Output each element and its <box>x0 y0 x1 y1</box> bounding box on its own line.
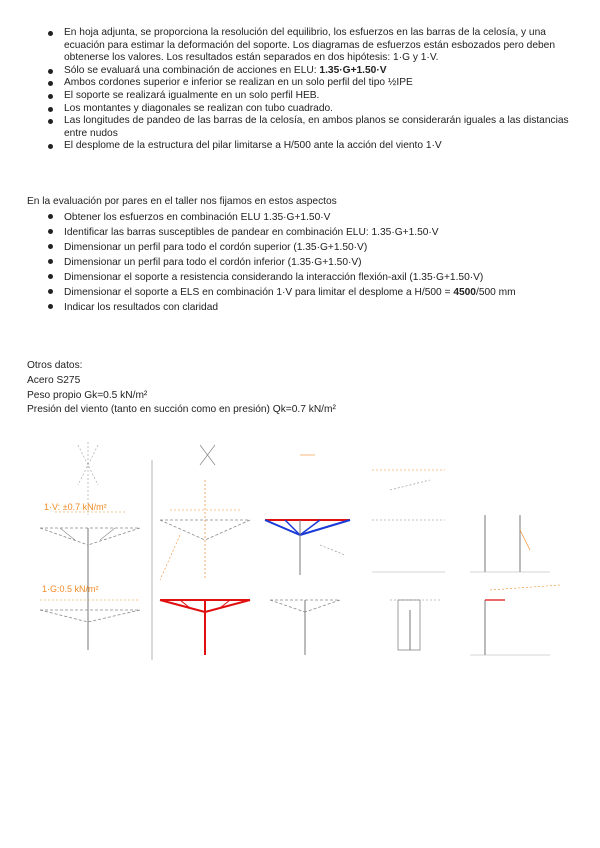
list-item: Obtener los esfuerzos en combinación ELU 1.35·G+1.50·V <box>42 210 572 225</box>
gravity-load-figure <box>40 584 140 622</box>
list-item: El soporte se realizará igualmente en un solo perfil HEB. <box>42 90 572 103</box>
wind-load-figure <box>40 442 140 650</box>
list-item: Dimensionar un perfil para todo el cordón superior (1.35·G+1.50·V) <box>42 240 572 255</box>
self-weight: Peso propio Gk=0.5 kN/m² <box>27 389 148 401</box>
deformation-figure <box>372 470 445 650</box>
steel-grade: Acero S275 <box>27 374 81 386</box>
list-item: Indicar los resultados con claridad <box>42 300 572 315</box>
gravity-load-label: 1·G:0.5 kN/m² <box>42 584 99 594</box>
list-item: Dimensionar el soporte a resistencia considerando la interacción flexión-axil (1.35·G+1.50·V) <box>42 270 572 285</box>
equilibrium-figure <box>152 445 250 660</box>
list-item: Ambos cordones superior e inferior se realizan en un solo perfil del tipo ½IPE <box>42 77 572 90</box>
list-item: Los montantes y diagonales se realizan con tubo cuadrado. <box>42 103 572 116</box>
wind-pressure: Presión del viento (tanto en succión como en presión) Qk=0.7 kN/m² <box>27 404 336 416</box>
load-combination: 1.35·G+1.50·V <box>319 64 387 76</box>
list-item: El desplome de la estructura del pilar limitarse a H/500 ante la acción del viento 1·V <box>42 140 572 153</box>
structural-diagrams <box>0 440 600 670</box>
list-item: Las longitudes de pandeo de las barras de la celosía, en ambos planos se considerarán iguales a las distancias entre nudos <box>42 115 572 140</box>
other-data-title: Otros datos: <box>27 360 83 371</box>
list-item: En hoja adjunta, se proporciona la resolución del equilibrio, los esfuerzos en las barras de la celosía, y una ecuación para estimar la deformación del soporte. Los diagramas de esfuerzos están esbozados pero deben obtenerse los valores. Los resultados están separados en dos hipótesis: 1·G y 1·V. <box>42 27 572 65</box>
support-figure <box>470 515 560 655</box>
axial-forces-figure <box>265 455 350 655</box>
red-truss-figure <box>160 600 250 655</box>
other-data <box>27 359 336 418</box>
list-item: Identificar las barras susceptibles de pandear en combinación ELU: 1.35·G+1.50·V <box>42 225 572 240</box>
list-item: Sólo se evaluará una combinación de acciones en ELU: 1.35·G+1.50·V <box>42 65 572 78</box>
evaluation-list <box>42 210 572 315</box>
list-item: Dimensionar el soporte a ELS en combinación 1·V para limitar el desplome a H/500 = 4500/500 mm <box>42 285 572 300</box>
assumptions-list <box>42 27 572 153</box>
list-item: Dimensionar un perfil para todo el cordón inferior (1.35·G+1.50·V) <box>42 255 572 270</box>
wind-load-label: 1·V: ±0.7 kN/m² <box>44 502 107 512</box>
evaluation-intro: En la evaluación por pares en el taller nos fijamos en estos aspectos <box>27 196 337 207</box>
